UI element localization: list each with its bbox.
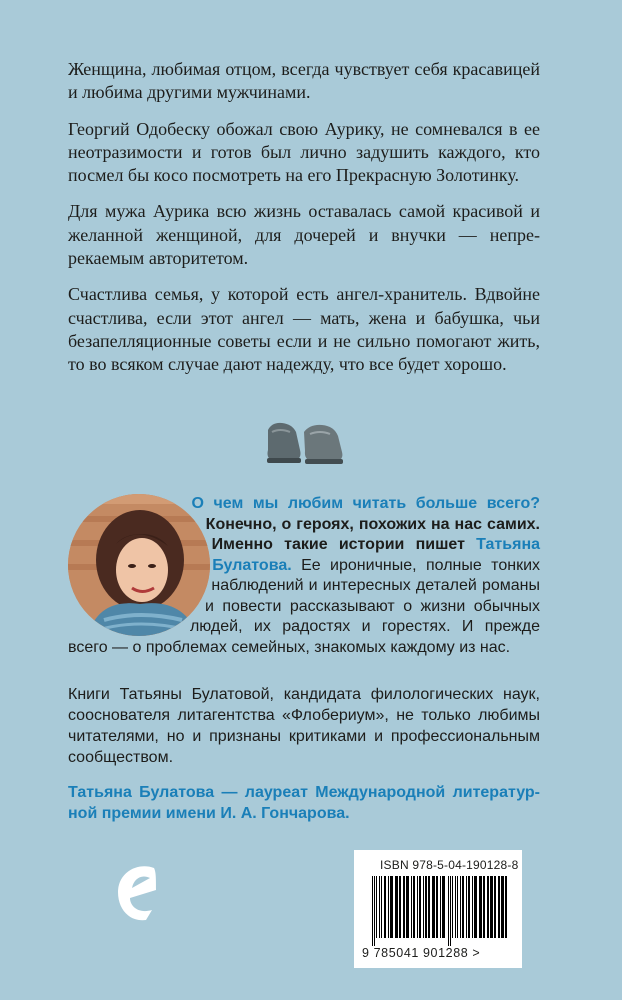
right-shoe [304, 425, 343, 464]
barcode-digits: 9 785041 901288 > [362, 946, 481, 960]
annotation-paragraph-1: Женщина, любимая отцом, всегда чувствует себя красавицей и любима другими мужчинами. [68, 59, 540, 103]
isbn-number: ISBN 978-5-04-190128-8 [380, 858, 519, 872]
promo-body: Ее ироничные, полные тонких наблюдений и интересных деталей романы и повести рассказывают о жизни обычных людей, их радостях и горестях. И прежде всего — о проблемах семейных, знакомых каждому из нас. [68, 556, 541, 656]
promo-block [68, 494, 540, 658]
annotation-paragraph-3: Для мужа Аурика всю жизнь оставалась самой красивой и желанной женщиной, для дочерей и внучки — непререкаемым авторитетом. [68, 201, 540, 269]
promo-author-name: Татьяна Булатова. [212, 536, 540, 574]
barcode-bars [368, 876, 508, 946]
award-note [68, 782, 540, 824]
annotation-text [68, 58, 540, 390]
baby-shoes-illustration [262, 418, 346, 468]
author-bio-text: Книги Татьяны Булатовой, кандидата филологических наук, сооснователя литагентства «Флобериум», не только любимы читателями, но и признаны критиками и профессиональным сообществом. [68, 686, 540, 766]
award-text: Татьяна Булатова — лауреат Международной литературной премии имени И. А. Гончарова. [68, 784, 540, 822]
promo-question: О чем мы любим читать больше всего? [191, 495, 540, 512]
annotation-paragraph-2: Георгий Одобеску обожал свою Аурику, не сомневался в ее неотразимости и готов был лично задушить каждого, кто посмел бы косо посмотреть на его Прекрасную Золотинку. [68, 118, 540, 186]
isbn-barcode [354, 850, 522, 968]
author-bio [68, 684, 540, 768]
left-shoe [267, 423, 301, 463]
publisher-logo-icon [112, 858, 160, 928]
promo-answer: Конечно, о героях, похожих на нас самих. Именно такие истории пишет [205, 515, 540, 553]
annotation-paragraph-4: Счастлива семья, у которой есть ангел-хранитель. Вдвойне счастлива, если этот ангел — мать, жена и бабушка, чьи безапелляционные советы если и не сильно помогают жить, то во всяком случае дают надежду, что все будет хорошо. [68, 284, 540, 375]
